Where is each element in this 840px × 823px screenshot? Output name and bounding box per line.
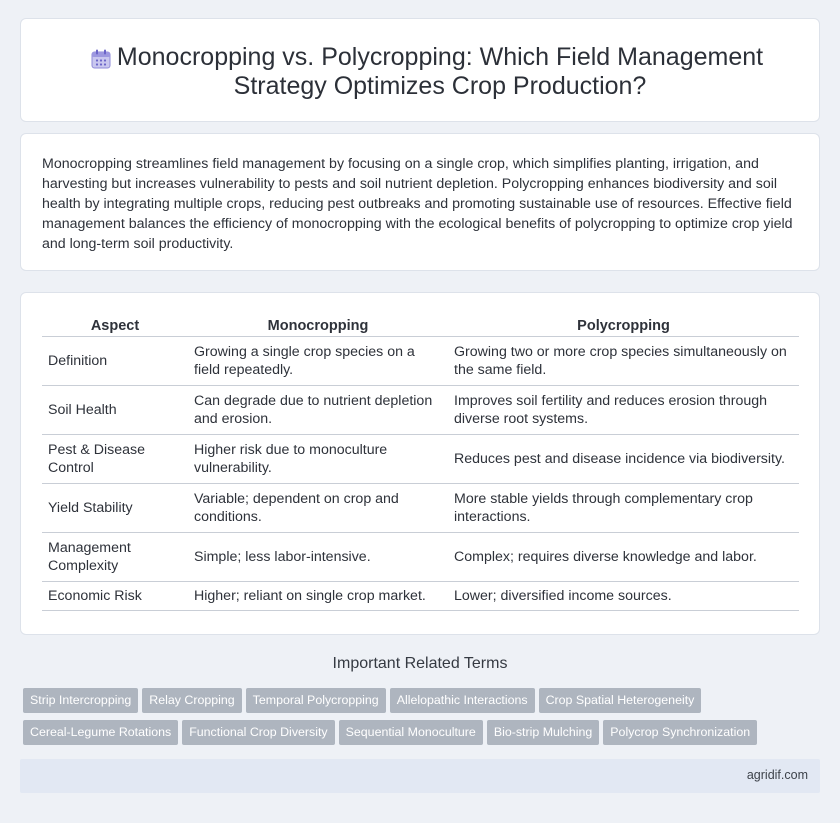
column-header-aspect: Aspect (42, 316, 188, 337)
page-title: Monocropping vs. Polycropping: Which Field Management Strategy Optimizes Crop Production? (116, 43, 764, 100)
tag-temporal-polycropping[interactable]: Temporal Polycropping (246, 688, 386, 713)
tag-allelopathic-interactions[interactable]: Allelopathic Interactions (390, 688, 535, 713)
cell-monocropping: Higher risk due to monoculture vulnerability. (188, 435, 448, 484)
tag-relay-cropping[interactable]: Relay Cropping (142, 688, 241, 713)
cell-monocropping: Can degrade due to nutrient depletion and erosion. (188, 386, 448, 435)
cell-polycropping: Growing two or more crop species simultaneously on the same field. (448, 337, 799, 386)
cell-monocropping: Variable; dependent on crop and conditions. (188, 484, 448, 533)
comparison-table (42, 316, 799, 611)
cell-aspect: Pest & Disease Control (42, 435, 188, 484)
table-row (42, 386, 799, 435)
table-row (42, 582, 799, 611)
table-row (42, 484, 799, 533)
table-row (42, 337, 799, 386)
related-terms-tags (23, 688, 813, 752)
tag-sequential-monoculture[interactable]: Sequential Monoculture (339, 720, 483, 745)
table-row (42, 533, 799, 582)
tag-bio-strip-mulching[interactable]: Bio-strip Mulching (487, 720, 599, 745)
calendar-icon (89, 47, 113, 71)
cell-aspect: Economic Risk (42, 582, 188, 611)
cell-polycropping: Complex; requires diverse knowledge and labor. (448, 533, 799, 582)
title-card (20, 18, 820, 122)
title-wrap (21, 43, 819, 101)
tag-polycrop-synchronization[interactable]: Polycrop Synchronization (603, 720, 757, 745)
related-terms-heading: Important Related Terms (332, 655, 508, 672)
table-header-row (42, 316, 799, 337)
column-header-polycropping: Polycropping (448, 316, 799, 337)
tag-functional-crop-diversity[interactable]: Functional Crop Diversity (182, 720, 334, 745)
cell-polycropping: More stable yields through complementary crop interactions. (448, 484, 799, 533)
cell-aspect: Management Complexity (42, 533, 188, 582)
cell-polycropping: Improves soil fertility and reduces erosion through diverse root systems. (448, 386, 799, 435)
table-row (42, 435, 799, 484)
tag-strip-intercropping[interactable]: Strip Intercropping (23, 688, 138, 713)
intro-paragraph: Monocropping streamlines field management by focusing on a single crop, which simplifies planting, irrigation, and harvesting but increases vulnerability to pests and soil nutrient depletion. Polycropping enhances biodiversity and soil health by integrating multiple crops, reducing pest outbreaks and promoting sustainable use of resources. Effective field management balances the efficiency of monocropping with the ecological benefits of polycropping to optimize crop yield and long-term soil productivity. (42, 156, 793, 252)
cell-aspect: Soil Health (42, 386, 188, 435)
tag-crop-spatial-heterogeneity[interactable]: Crop Spatial Heterogeneity (539, 688, 702, 713)
cell-polycropping: Lower; diversified income sources. (448, 582, 799, 611)
footer-bar (20, 759, 820, 793)
intro-card (20, 133, 820, 271)
cell-monocropping: Simple; less labor-intensive. (188, 533, 448, 582)
cell-monocropping: Higher; reliant on single crop market. (188, 582, 448, 611)
column-header-monocropping: Monocropping (188, 316, 448, 337)
comparison-table-card (20, 292, 820, 635)
cell-monocropping: Growing a single crop species on a field repeatedly. (188, 337, 448, 386)
cell-polycropping: Reduces pest and disease incidence via biodiversity. (448, 435, 799, 484)
footer-site-link[interactable]: agridif.com (746, 768, 808, 782)
cell-aspect: Definition (42, 337, 188, 386)
cell-aspect: Yield Stability (42, 484, 188, 533)
tag-cereal-legume-rotations[interactable]: Cereal-Legume Rotations (23, 720, 178, 745)
